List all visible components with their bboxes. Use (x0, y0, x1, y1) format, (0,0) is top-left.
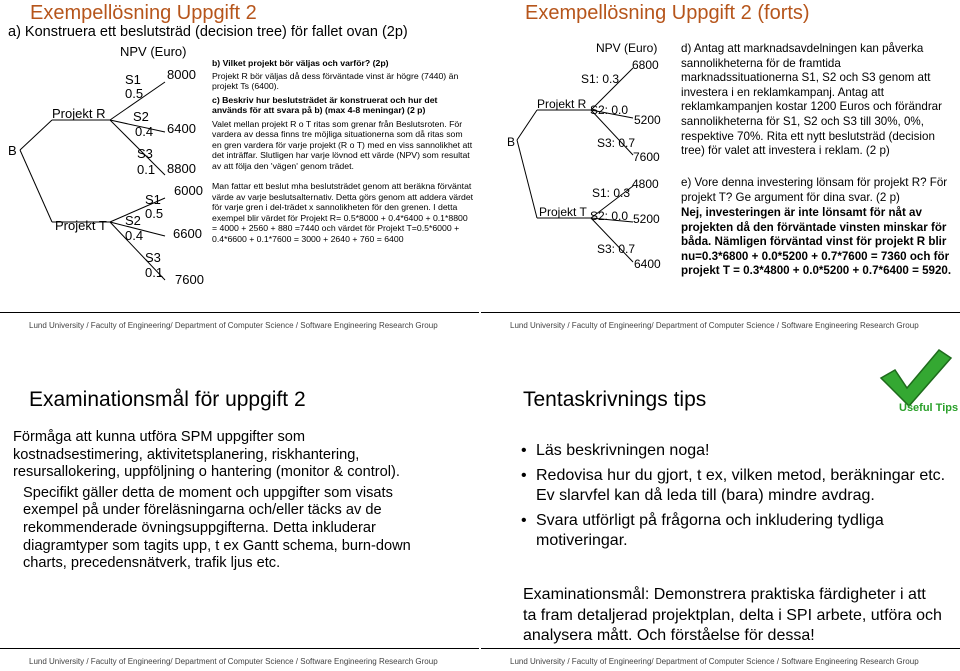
answer-e-text: Nej, investeringen är inte lönsamt för nåt av projekten då den förväntade vinsten minskar för båda. Nämligen förväntad vinst för projekt R blir nu=0.3*6800 + 0.0*5200 + 0.7*7600 = 7360 och för projekt T = 0.3*4800 + 0.0*5200 + 0.7*6400 = 5920. (681, 206, 952, 278)
branch-r-s1: S1 (125, 72, 141, 87)
branch-r-s1: S1: 0.3 (581, 72, 620, 86)
node-projekt-t: Projekt T (55, 218, 107, 233)
leaf-r-v2: 6400 (167, 121, 196, 136)
branch-t-s1: S1 (145, 192, 161, 207)
slide-exempellosning-2 (481, 0, 960, 335)
branch-r-s2: S2: 0.0 (590, 103, 629, 117)
leaf-t-v1: 6000 (174, 183, 203, 198)
useful-tips-label: Useful Tips (899, 402, 959, 414)
leaf-r-v2: 5200 (634, 113, 661, 127)
leaf-r-v3: 8800 (167, 161, 196, 176)
question-d-text: d) Antag att marknadsavdelningen kan påverka sannolikheterna för de framtida marknadssituationerna S1, S2 och S3 genom att investera i en reklamkampanj. Antag att reklamkampanjen kostar 1200 Euros och förändrar sannolikheterna för S1, S2 och S3 till 30%, 0%, respektive 70%. Rita ett nytt beslutsträd (decision tree) för valet att investera i reklam. (2 p) (681, 42, 942, 158)
footer-text: Lund University / Faculty of Engineering/ Department of Computer Science / Software Engineering Research Group (29, 657, 438, 666)
branch-r-s3: S3 (137, 146, 153, 161)
slide-title: Exempellösning Uppgift 2 (30, 2, 257, 24)
slide-examinationsmal (0, 336, 479, 671)
leaf-r-v1: 6800 (632, 58, 659, 72)
leaf-t-v2: 5200 (633, 212, 660, 226)
tip-item: • Svara utförligt på frågorna och inkludering tydliga motiveringar. (521, 511, 946, 551)
slide-title: Tentaskrivnings tips (523, 388, 707, 411)
tip-item: • Redovisa hur du gjort, t ex, vilken metod, beräkningar etc. Ev slarvfel kan då leda till (bara) mindre avdrag. (521, 466, 946, 506)
slide-tentaskrivnings-tips (481, 336, 960, 671)
footer-divider (481, 648, 960, 649)
branch-t-s2: S2: 0.0 (590, 209, 629, 223)
leaf-t-v3: 6400 (634, 257, 661, 271)
question-e-text: e) Vore denna investering lönsam för projekt R? För projekt T? Ge argument för dina svar. (2 p) (681, 176, 948, 204)
branch-t-s3: S3 (145, 250, 161, 265)
tree-root-label: B (507, 135, 516, 149)
branch-r-p2: 0.4 (135, 124, 154, 139)
branch-t-s2: S2 (125, 213, 141, 228)
footer-text: Lund University / Faculty of Engineering/ Department of Computer Science / Software Engineering Research Group (29, 321, 438, 330)
node-projekt-t: Projekt T (539, 205, 587, 219)
branch-t-s3: S3: 0.7 (597, 242, 636, 256)
tree-root-label: B (8, 143, 17, 158)
slide-exempellosning-1 (0, 0, 479, 335)
footer-divider (481, 312, 960, 313)
tips-list (521, 441, 946, 556)
slide-subtitle: a) Konstruera ett beslutsträd (decision tree) för fallet ovan (2p) (8, 24, 408, 40)
question-c-answer-2: Man fattar ett beslut mha beslutsträdet genom att beräkna förväntat värde av varje beslutsalternativ. Detta görs genom att addera värdet för varje gren i del-trädet x sannolikheten för den grenen. I detta exempel blir värdet för Projekt R= 0.5*8000 + 0.4*6400 + 0.1*8800 = 4000 + 2560 + 880 =7440 och värdet för Projekt T=0.5*6000 + 0.4*6600 + 0.1*7600 = 3000 + 2640 + 760 = 6400 (212, 181, 474, 244)
branch-t-p1: 0.5 (145, 206, 164, 221)
branch-r-s3: S3: 0.7 (597, 136, 636, 150)
branch-r-p1: 0.5 (125, 86, 144, 101)
question-b-title: b) Vilket projekt bör väljas och varför? (2p) (212, 58, 389, 68)
footer-text: Lund University / Faculty of Engineering/ Department of Computer Science / Software Engineering Research Group (510, 321, 919, 330)
slide-title: Exempellösning Uppgift 2 (forts) (525, 2, 810, 24)
tip-item: • Läs beskrivningen noga! (521, 441, 946, 461)
branch-t-p2: 0.4 (125, 228, 144, 243)
exam-goal-text: Examinationsmål: Demonstrera praktiska färdigheter i att ta fram detaljerad projektplan, delta i SPI arbete, utföra och analysera mått. Och förståelse för dessa! (523, 586, 942, 644)
question-b-answer: Projekt R bör väljas då dess förväntade vinst är högre (7440) än projekt Ts (6400). (212, 70, 459, 91)
node-projekt-r: Projekt R (537, 97, 587, 111)
goal-paragraph-1: Förmåga att kunna utföra SPM uppgifter som kostnadsestimering, aktivitetsplanering, riskhantering, resursallokering, uppföljning o hantering (monitor & control). (13, 429, 400, 481)
leaf-t-v1: 4800 (632, 177, 659, 191)
npv-header: NPV (Euro) (596, 41, 658, 55)
footer-divider (0, 312, 479, 313)
question-c-answer-1: Valet mellan projekt R o T ritas som grenar från Beslutsroten. För vardera av dessa finns tre möjliga situationerna som då ritas som en gren vardera för varje projekt (R o T) med en viss sannolikhet att det inträffar. Slutligen har varje lövnod ett värde (NPV) som resultat av att följa den 'vägen' genom trädet. (212, 118, 473, 171)
slide-body (13, 429, 438, 576)
answer-text-block (212, 58, 474, 246)
footer-text: Lund University / Faculty of Engineering/ Department of Computer Science / Software Engineering Research Group (510, 657, 919, 666)
leaf-t-v3: 7600 (175, 272, 204, 287)
leaf-r-v3: 7600 (633, 150, 660, 164)
branch-r-p3: 0.1 (137, 162, 156, 177)
goal-paragraph-2: Specifikt gäller detta de moment och uppgifter som visats exempel på under föreläsningarna och/eller täcks av de rekommenderade övningsuppgifterna. Detta inkluderar diagramtyper som tagits upp, t ex Gantt schema, burn-down charts, precedensnätverk, trafik ljus etc. (23, 484, 411, 572)
branch-r-s2: S2 (133, 109, 149, 124)
footer-divider (0, 648, 479, 649)
question-c-title: c) Beskriv hur beslutsträdet är konstruerat och hur det används för att svara på b) (max 4-8 meningar) (2 p) (212, 94, 438, 115)
slide-title: Examinationsmål för uppgift 2 (29, 388, 306, 411)
leaf-r-v1: 8000 (167, 67, 196, 82)
node-projekt-r: Projekt R (52, 106, 106, 121)
branch-t-s1: S1: 0.3 (592, 186, 631, 200)
npv-header: NPV (Euro) (120, 44, 187, 59)
leaf-t-v2: 6600 (173, 226, 202, 241)
branch-t-p3: 0.1 (145, 265, 164, 280)
useful-tips-logo (873, 344, 959, 418)
